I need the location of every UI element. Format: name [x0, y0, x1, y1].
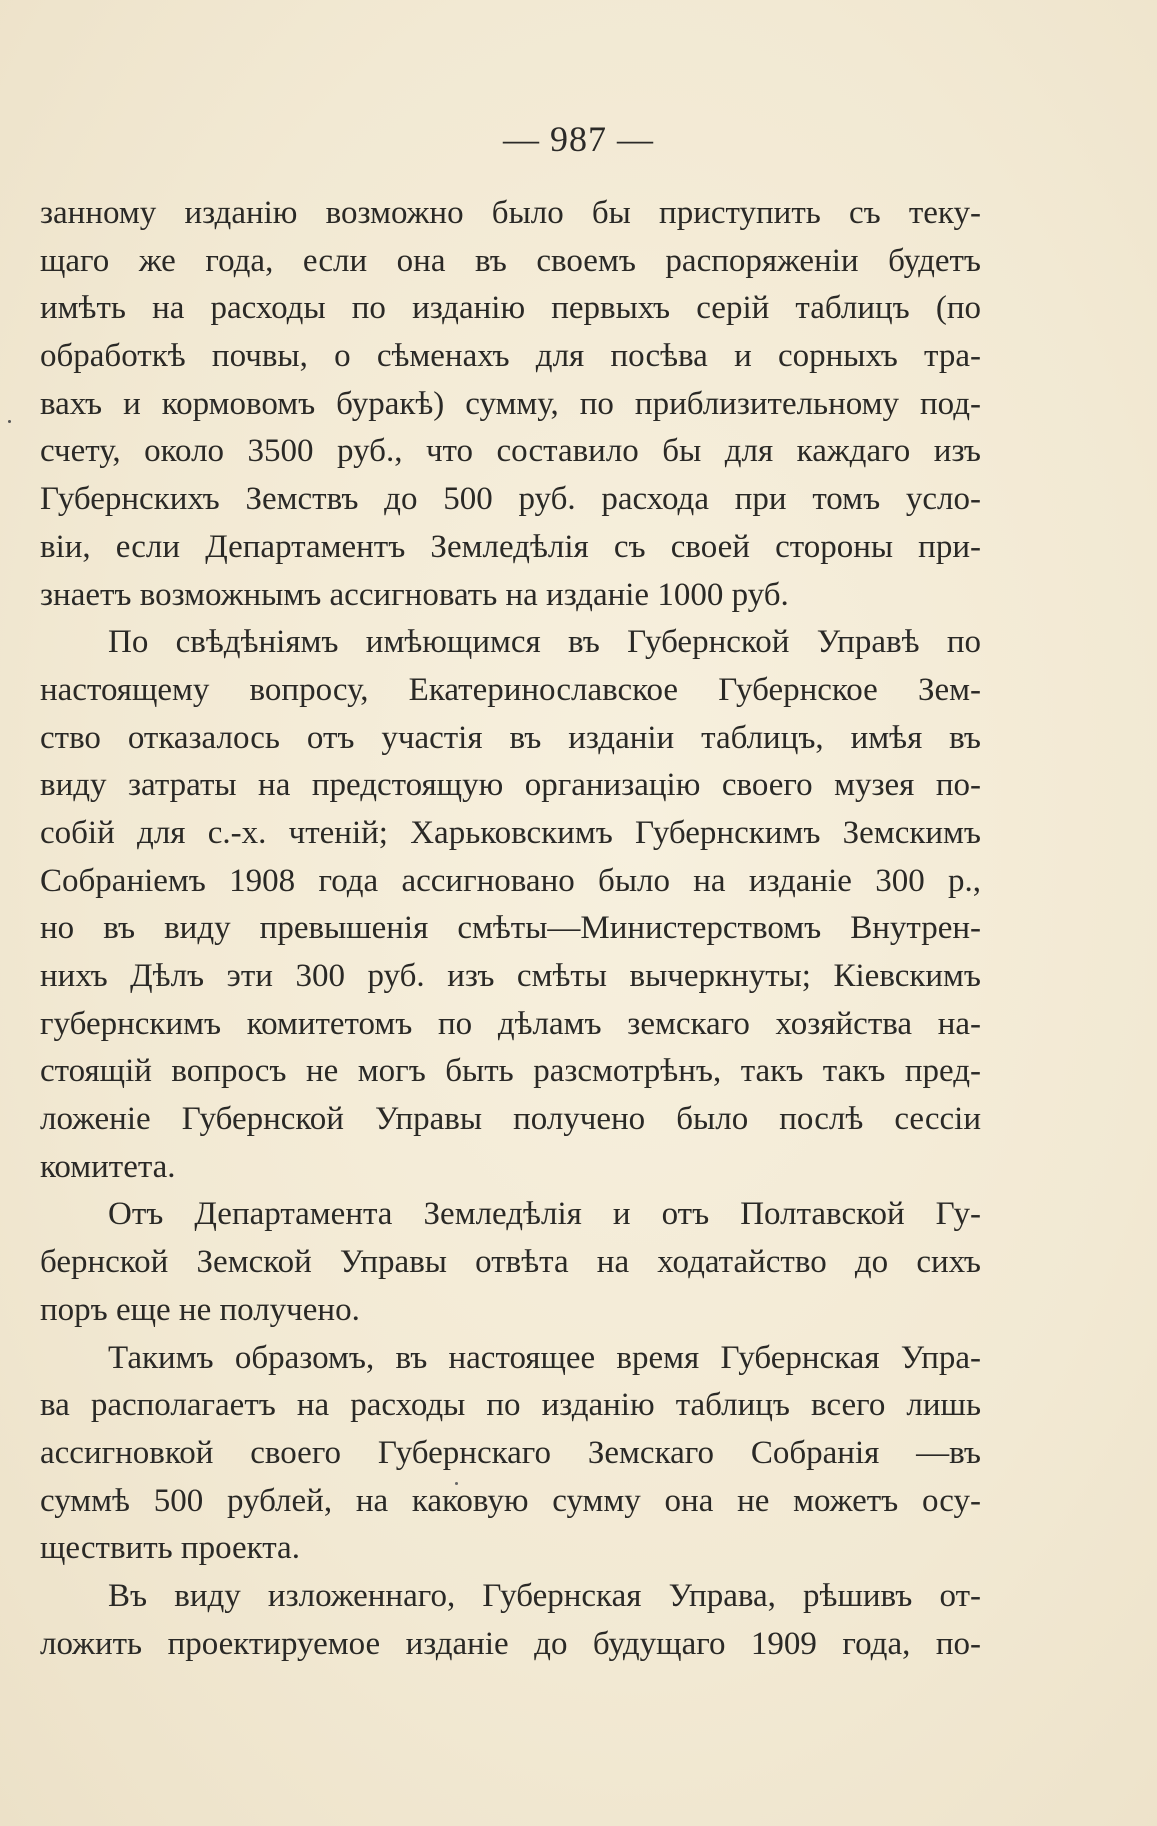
text-line: собій для с.-х. чтеній; Харьковскимъ Губернскимъ Земскимъ [40, 814, 981, 851]
text-line: ассигновкой своего Губернскаго Земскаго Собранія —въ [40, 1434, 981, 1471]
margin-mark [8, 420, 11, 423]
text-line: ва располагаетъ на расходы по изданію таблицъ всего лишь [40, 1387, 981, 1424]
text-line: щаго же года, если она въ своемъ распоряженіи будетъ [40, 242, 981, 279]
text-line: но въ виду превышенія смѣты—Министерствомъ Внутрен- [40, 910, 981, 947]
text-line: Въ виду изложеннаго, Губернская Управа, рѣшивъ от- [108, 1577, 981, 1614]
text-line: знаетъ возможнымъ ассигновать на изданіе 1000 руб. [40, 576, 789, 613]
text-line: занному изданію возможно было бы приступить съ теку- [40, 195, 981, 231]
text-line: Отъ Департамента Земледѣлія и отъ Полтавской Гу- [108, 1196, 981, 1233]
text-line: Собраніемъ 1908 года ассигновано было на изданіе 300 р., [40, 862, 981, 899]
text-line: стоящій вопросъ не могъ быть разсмотрѣнъ, такъ такъ пред- [40, 1053, 981, 1090]
text-line: нихъ Дѣлъ эти 300 руб. изъ смѣты вычеркнуты; Кіевскимъ [40, 958, 981, 994]
text-line: ство отказалось отъ участія въ изданіи таблицъ, имѣя въ [40, 719, 981, 756]
text-line: поръ еще не получено. [40, 1291, 360, 1328]
text-line: По свѣдѣніямъ имѣющимся въ Губернской Управѣ по [108, 624, 981, 661]
text-line: віи, если Департаментъ Земледѣлія съ своей стороны при- [40, 528, 981, 565]
text-line: ществить проекта. [40, 1530, 300, 1567]
text-line: настоящему вопросу, Екатеринославское Губернское Зем- [40, 671, 981, 708]
text-line: Губернскихъ Земствъ до 500 руб. расхода при томъ усло- [40, 481, 981, 518]
text-line: Такимъ образомъ, въ настоящее время Губернская Упра- [108, 1339, 981, 1376]
text-line: обработкѣ почвы, о сѣменахъ для посѣва и сорныхъ тра- [40, 338, 981, 375]
text-line: суммѣ 500 рублей, на каковую сумму она не можетъ осу- [40, 1482, 981, 1519]
page-number: — 987 — [503, 119, 654, 159]
text-line: имѣть на расходы по изданію первыхъ серій таблицъ (по [40, 290, 981, 327]
text-line: бернской Земской Управы отвѣта на ходатайство до сихъ [40, 1244, 981, 1281]
body-text [40, 190, 981, 1668]
text-line: комитета. [40, 1148, 176, 1185]
text-line: вахъ и кормовомъ буракѣ) сумму, по приблизительному под- [40, 385, 981, 422]
text-line: ложить проектируемое изданіе до будущаго 1909 года, по- [40, 1625, 981, 1662]
text-line: виду затраты на предстоящую организацію своего музея по- [40, 767, 981, 804]
text-line: счету, около 3500 руб., что составило бы для каждаго изъ [40, 433, 981, 470]
text-line: ложеніе Губернской Управы получено было послѣ сессіи [40, 1101, 981, 1138]
text-line: губернскимъ комитетомъ по дѣламъ земскаго хозяйства на- [40, 1005, 981, 1042]
